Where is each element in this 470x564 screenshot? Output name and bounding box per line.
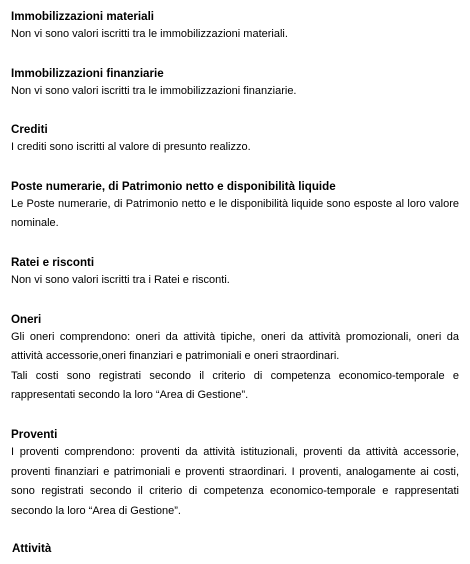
section-heading: Ratei e risconti [11,255,95,269]
section-paragraph: I crediti sono iscritti al valore di presunto realizzo. [11,141,251,154]
section-crediti [11,121,459,158]
section-immobilizzazioni-materiali [11,8,459,45]
section-heading: Immobilizzazioni materiali [11,10,155,23]
section-paragraph: Le Poste numerarie, di Patrimonio netto e le disponibilità liquide sono esposte al loro valore nominale. [11,197,459,230]
section-heading: Attività [12,542,52,556]
section-heading: Proventi [11,427,58,441]
section-paragraph: Non vi sono valori iscritti tra i Ratei e risconti. [11,273,230,286]
section-paragraph: Non vi sono valori iscritti tra le immobilizzazioni finanziarie. [11,84,297,97]
section-paragraph: Gli oneri comprendono: oneri da attività tipiche, oneri da attività promozionali, oneri da attività accessorie,oneri finanziari e patrimoniali e oneri straordinari. [11,330,459,363]
section-paragraph: I proventi comprendono: proventi da attività istituzionali, proventi da attività accessorie, proventi finanziari e patrimoniali e proventi straordinari. I proventi, analogamente ai costi, sono registrati secondo il criterio di competenza economico-temporale e rappresentati secondo la loro “Area di Gestione”. [11,445,459,517]
section-paragraph: Non vi sono valori iscritti tra le immobilizzazioni materiali. [11,28,288,40]
document-page [11,8,459,557]
section-paragraph: Tali costi sono registrati secondo il criterio di competenza economico-temporale e rappresentati secondo la loro “Area di Gestione”. [11,369,459,402]
section-heading: Immobilizzazioni finanziarie [11,66,164,80]
section-heading: Poste numerarie, di Patrimonio netto e disponibilità liquide [11,179,336,193]
section-ratei-risconti [11,254,459,291]
section-proventi [11,426,459,521]
section-heading: Crediti [11,123,48,137]
section-oneri [11,311,459,406]
section-attivita [11,540,459,557]
section-poste-numerarie [11,178,459,234]
section-heading: Oneri [11,312,42,326]
section-immobilizzazioni-finanziarie [11,65,459,102]
